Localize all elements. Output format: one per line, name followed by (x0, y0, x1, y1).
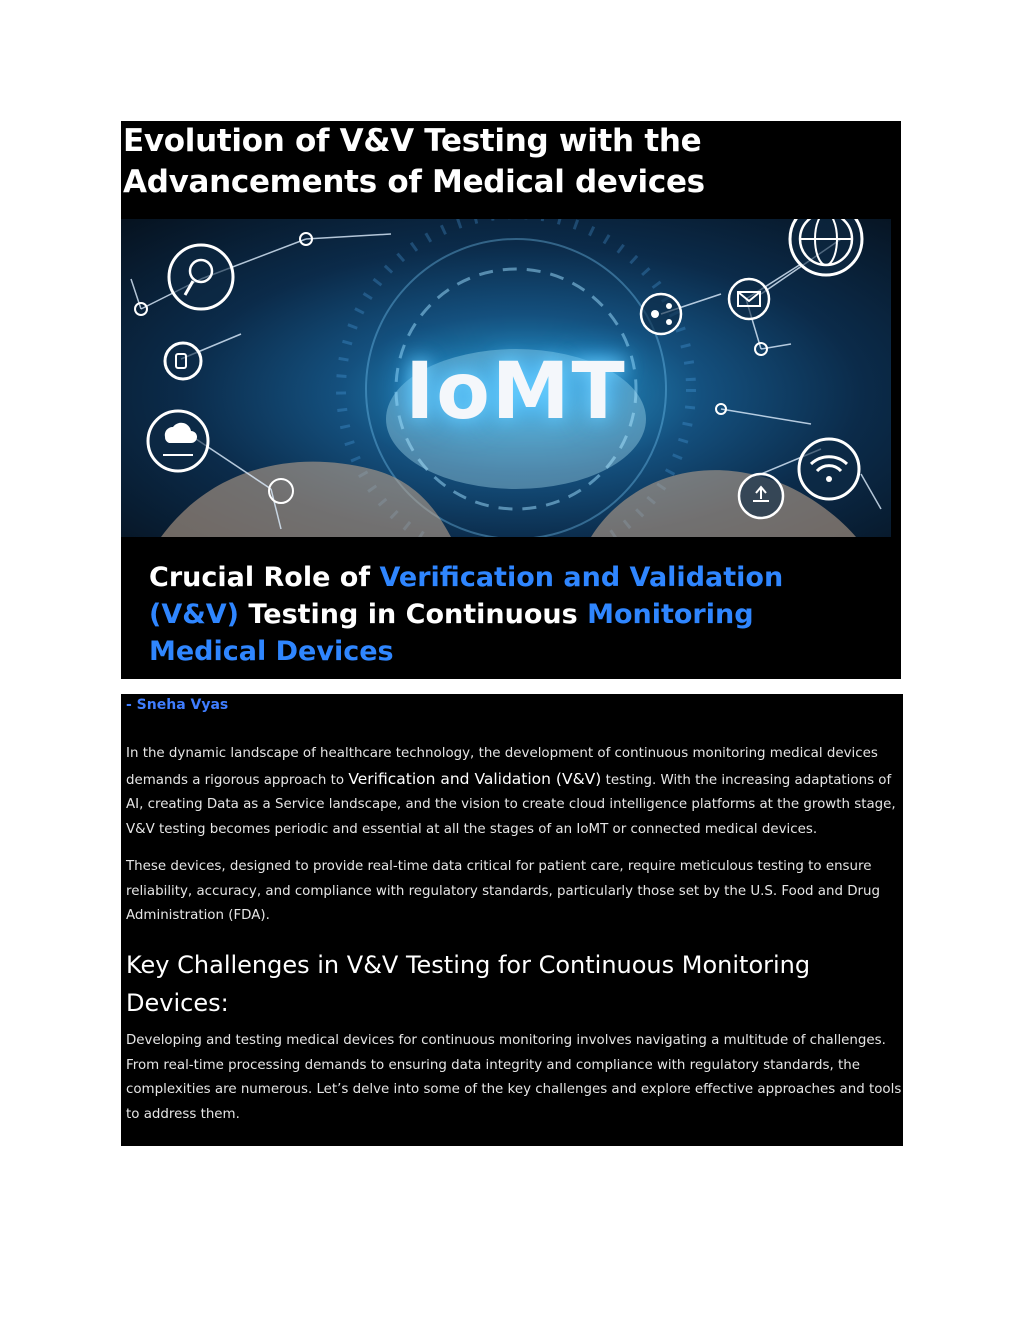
subtitle-text: Testing in Continuous (239, 599, 588, 630)
paragraph-line: In the dynamic landscape of healthcare technology, the development of continuous monitoring medical devices (126, 746, 878, 761)
paragraph-line: AI, creating Data as a Service landscape, and the vision to create cloud intelligence platforms at the growth stage, (126, 797, 896, 812)
paragraph-line: Developing and testing medical devices for continuous monitoring involves navigating a multitude of challenges. (126, 1033, 886, 1048)
paragraph-line: From real-time processing demands to ensuring data integrity and compliance with regulatory standards, the (126, 1057, 860, 1073)
paragraph-line: complexities are numerous. Let’s delve into some of the key challenges and explore effective approaches and tools (126, 1082, 902, 1097)
iomt-label: IoMT (405, 347, 627, 437)
wifi-icon (799, 439, 859, 499)
hero-subtitle-line-1 (149, 559, 889, 596)
author-byline: - Sneha Vyas (126, 697, 229, 713)
hero-title-line-2: Advancements of Medical devices (123, 164, 705, 200)
paragraph-line: V&V testing becomes periodic and essential at all the stages of an IoMT or connected medical devices. (126, 821, 818, 837)
mail-icon (729, 279, 769, 319)
text-span: testing. With the increasing adaptations of (601, 772, 892, 788)
heading-line: Devices: (126, 989, 229, 1017)
paragraph-line (126, 767, 898, 794)
subtitle-text: Crucial Role of (149, 562, 380, 593)
subtitle-highlight: Verification and Validation (379, 562, 784, 593)
devices-paragraph (126, 855, 898, 929)
paragraph-line: Administration (FDA). (126, 908, 270, 923)
subtitle-highlight: Medical Devices (149, 636, 394, 667)
iomt-banner (121, 219, 891, 537)
hero-title (123, 121, 893, 203)
subtitle-highlight: (V&V) (149, 599, 240, 630)
gears-search-icon (169, 245, 233, 309)
hero-title-line-1: Evolution of V&V Testing with the (123, 123, 702, 159)
emphasis-text: Verification and Validation (V&V) (348, 769, 602, 788)
subtitle-highlight: Monitoring (587, 599, 754, 630)
hero-subtitle-line-2 (149, 596, 889, 633)
paragraph-line: reliability, accuracy, and compliance with regulatory standards, particularly those set by the U.S. Food and Drug (126, 883, 881, 899)
paragraph-line: These devices, designed to provide real-time data critical for patient care, require meticulous testing to ensure (126, 859, 872, 874)
article-body (121, 694, 903, 1146)
hero-image (121, 121, 901, 679)
intro-paragraph (126, 742, 898, 842)
share-icon (641, 294, 681, 334)
challenges-paragraph (126, 1029, 902, 1127)
hero-subtitle (149, 559, 889, 670)
hero-subtitle-line-3 (149, 633, 889, 670)
globe-icon (790, 219, 862, 275)
upload-icon (739, 474, 783, 518)
heading-line: Key Challenges in V&V Testing for Continuous Monitoring (126, 951, 811, 979)
paragraph-line: to address them. (126, 1106, 240, 1122)
text-span: demands a rigorous approach to (126, 772, 349, 788)
section-heading (126, 946, 898, 1022)
